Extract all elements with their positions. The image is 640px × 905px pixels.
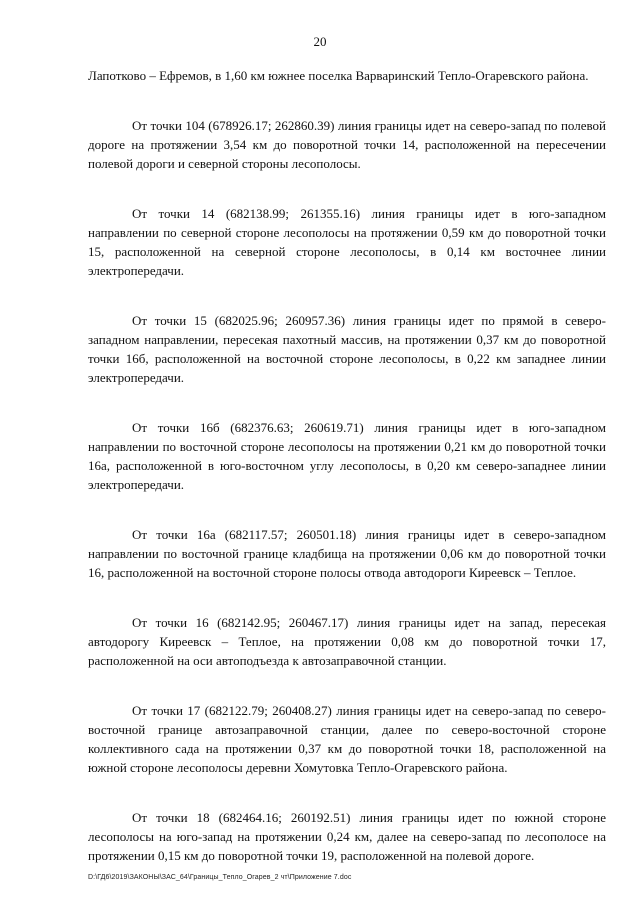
paragraph-point-14: От точки 14 (682138.99; 261355.16) линия границы идет в юго-западном направлении по северной стороне лесополосы на протяжении 0,59 км до поворотной точки 15, расположенной на северной стороне лесополосы, в 0,14 км восточнее линии электропередачи. [88,206,606,278]
paragraph-continuation: Лапотково – Ефремов, в 1,60 км южнее поселка Варваринский Тепло-Огаревского района. [88,68,589,83]
page-number: 20 [313,34,327,49]
paragraph-point-15: От точки 15 (682025.96; 260957.36) линия границы идет по прямой в северо-западном направлении, пересекая пахотный массив, на протяжении 0,37 км до поворотной точки 16б, расположенной на восточной стороне лесополосы, в 0,22 км западнее линии электропередачи. [88,313,606,385]
paragraph-point-16: От точки 16 (682142.95; 260467.17) линия границы идет на запад, пересекая автодорогу Киреевск – Теплое, на протяжении 0,08 км до поворотной точки 17, расположенной на оси автоподъезда к автозаправочной станции. [88,615,606,668]
paragraph-point-18: От точки 18 (682464.16; 260192.51) линия границы идет по южной стороне лесополосы на юго-запад на протяжении 0,24 км, далее на северо-запад по лесополосе на протяжении 0,15 км до поворотной точки 19, расположенной на полевой дороге. [88,810,606,863]
paragraph-point-16a: От точки 16а (682117.57; 260501.18) линия границы идет в северо-западном направлении по восточной границе кладбища на протяжении 0,06 км до поворотной точки 16, расположенной на восточной стороне полосы отвода автодороги Киреевск – Теплое. [88,527,606,580]
paragraph-point-16b: От точки 16б (682376.63; 260619.71) линия границы идет в юго-западном направлении по восточной стороне лесополосы на протяжении 0,21 км до поворотной точки 16а, расположенной в юго-восточном углу лесополосы, в 0,20 км северо-западнее линии электропередачи. [88,420,606,492]
footer-file-path: D:\ГД6\2019\ЗАКОНЫ\ЗАС_64\Границы_Тепло_Огарев_2 чт\Приложение 7.doc [88,874,352,881]
paragraph-point-104: От точки 104 (678926.17; 262860.39) линия границы идет на северо-запад по полевой дороге на протяжении 3,54 км до поворотной точки 14, расположенной на пересечении полевой дороги и северной стороны лесополосы. [88,118,606,171]
document-body [88,66,606,865]
paragraph-point-17: От точки 17 (682122.79; 260408.27) линия границы идет на северо-запад по северо-восточной границе автозаправочной станции, далее по северо-восточной стороне коллективного сада на протяжении 0,37 км до поворотной точки 18, расположенной на южной стороне лесополосы деревни Хомутовка Тепло-Огаревского района. [88,703,606,775]
